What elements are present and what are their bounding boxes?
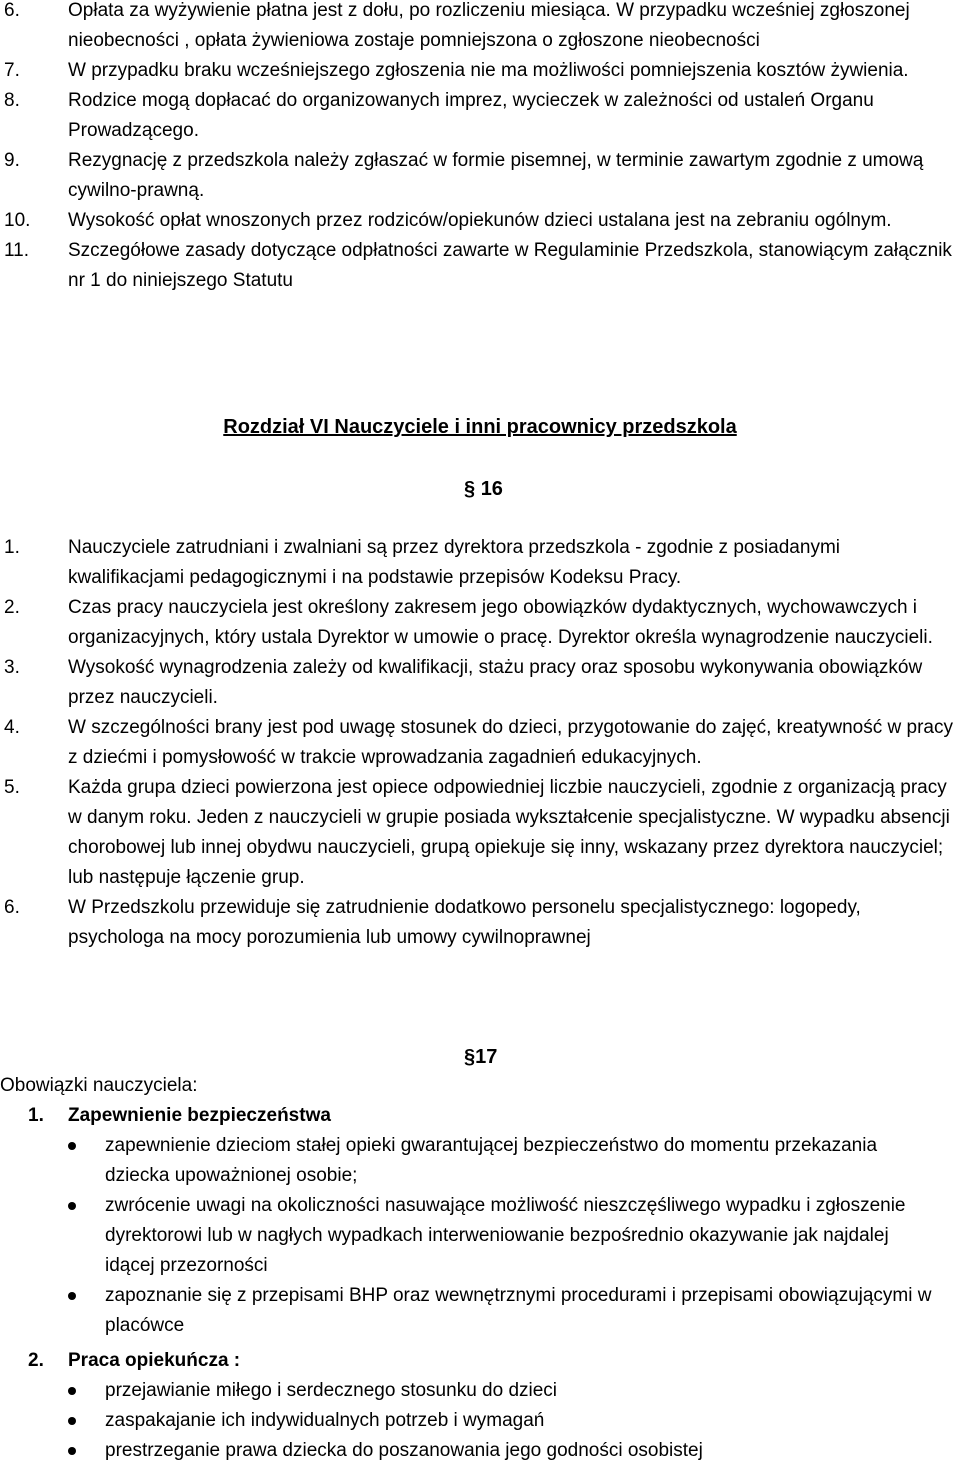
fees-list [0,0,960,296]
item-text: Rezygnację z przedszkola należy zgłaszać w formie pisemnej, w terminie zawartym zgodnie z umową cywilno-prawną. [68,150,924,201]
item-number: 11. [4,240,30,261]
item-number: 9. [4,150,20,171]
section-number-16: § 16 [464,478,503,500]
item-text: Wysokość opłat wnoszonych przez rodziców/opiekunów dzieci ustalana jest na zebraniu ogólnym. [68,210,892,231]
section-title [0,1346,960,1376]
bullet-item [0,1376,960,1406]
bullet-text: prestrzeganie prawa dziecka do poszanowania jego godności osobistej [105,1440,703,1461]
list-item [0,593,960,653]
bullet-text: zaspakajanie ich indywidualnych potrzeb i wymagań [105,1410,545,1431]
item-number: 3. [4,657,20,678]
section-title [0,1101,960,1131]
item-text: Szczegółowe zasady dotyczące odpłatności zawarte w Regulaminie Przedszkola, stanowiącym załącznik nr 1 do niniejszego Statutu [68,240,952,291]
section-title-number: 2. [28,1350,44,1371]
item-number: 1. [4,537,20,558]
item-number: 8. [4,90,20,111]
item-number: 10. [4,210,31,231]
list-item [0,893,960,953]
item-number: 6. [4,0,20,21]
list-item [0,206,960,236]
item-text: Nauczyciele zatrudniani i zwalniani są przez dyrektora przedszkola - zgodnie z posiadanymi kwalifikacjami pedagogicznymi i na podstawie przepisów Kodeksu Pracy. [68,537,840,588]
list-item [0,0,960,56]
item-text: Rodzice mogą dopłacać do organizowanych imprez, wycieczek w zależności od ustaleń Organu Prowadzącego. [68,90,874,141]
list-item [0,653,960,713]
bullet-text: przejawianie miłego i serdecznego stosunku do dzieci [105,1380,558,1401]
item-text: Opłata za wyżywienie płatna jest z dołu, po rozliczeniu miesiąca. W przypadku wcześniej zgłoszonej nieobecności , opłata żywieniowa zostaje pomniejszona o zgłoszone nieobecności [68,0,910,51]
item-text: Każda grupa dzieci powierzona jest opiece odpowiedniej liczbie nauczycieli, zgodnie z organizacją pracy w danym roku. Jeden z nauczycieli w grupie posiada wykształcenie specjalistyczne. W wypadku absencji chorobowej lub innej obydwu nauczycieli, grupą opiekuje się inny, wskazany przez dyrektora nauczyciel; lub następuje łączenie grup. [68,777,950,888]
bullet-icon [68,1447,76,1455]
bullet-text: zapewnienie dzieciom stałej opieki gwarantującej bezpieczeństwo do momentu przekazania dziecka upoważnionej osobie; [105,1135,878,1186]
list-item [0,86,960,146]
section-title-number: 1. [28,1105,44,1126]
bullet-icon [68,1142,76,1150]
item-text: W przypadku braku wcześniejszego zgłoszenia nie ma możliwości pomniejszenia kosztów żywienia. [68,60,909,81]
item-number: 4. [4,717,20,738]
item-text: Wysokość wynagrodzenia zależy od kwalifikacji, stażu pracy oraz sposobu wykonywania obowiązków przez nauczycieli. [68,657,923,708]
list-item [0,773,960,893]
item-text: Czas pracy nauczyciela jest określony zakresem jego obowiązków dydaktycznych, wychowawczych i organizacyjnych, który ustala Dyrektor w umowie o pracę. Dyrektor określa wynagrodzenie nauczycieli. [68,597,933,648]
item-number: 6. [4,897,20,918]
bullet-list [0,1131,960,1341]
bullet-icon [68,1387,76,1395]
bullet-icon [68,1202,76,1210]
chapter-heading: Rozdział VI Nauczyciele i inni pracownicy przedszkola [223,416,737,438]
section-number-17: §17 [464,1046,498,1068]
bullet-item [0,1406,960,1436]
item-number: 7. [4,60,20,81]
section-number-value: 17 [475,1046,498,1068]
list-item [0,533,960,593]
list-item [0,146,960,206]
item-text: W szczególności brany jest pod uwagę stosunek do dzieci, przygotowanie do zajęć, kreatywność w pracy z dziećmi i pomysłowość w trakcie wprowadzania zagadnień edukacyjnych. [68,717,953,768]
bullet-icon [68,1292,76,1300]
bullet-item [0,1191,960,1281]
section-number-value: 16 [480,478,503,500]
item-text: W Przedszkolu przewiduje się zatrudnienie dodatkowo personelu specjalistycznego: logopedy, psychologa na mocy porozumienia lub umowy cywilnoprawnej [68,897,861,948]
section-title-text: Zapewnienie bezpieczeństwa [68,1105,331,1126]
care-section [0,1346,960,1466]
bullet-item [0,1281,960,1341]
bullet-icon [68,1417,76,1425]
teachers-list [0,533,960,953]
bullet-text: zwrócenie uwagi na okoliczności nasuwające możliwość nieszczęśliwego wypadku i zgłoszenie dyrektorowi lub w nagłych wypadkach interweniowanie bezpośrednio okazywanie jak najdalej idącej przezorności [105,1195,906,1276]
bullet-item [0,1131,960,1191]
bullet-list [0,1376,960,1466]
list-item [0,56,960,86]
list-item [0,713,960,773]
list-item [0,236,960,296]
safety-section [0,1101,960,1341]
bullet-item [0,1436,960,1466]
bullet-text: zapoznanie się z przepisami BHP oraz wewnętrznymi procedurami i przepisami obowiązującymi w placówce [105,1285,932,1336]
section-title-text: Praca opiekuńcza : [68,1350,241,1371]
item-number: 2. [4,597,20,618]
duties-label: Obowiązki nauczyciela: [0,1075,198,1096]
item-number: 5. [4,777,20,798]
